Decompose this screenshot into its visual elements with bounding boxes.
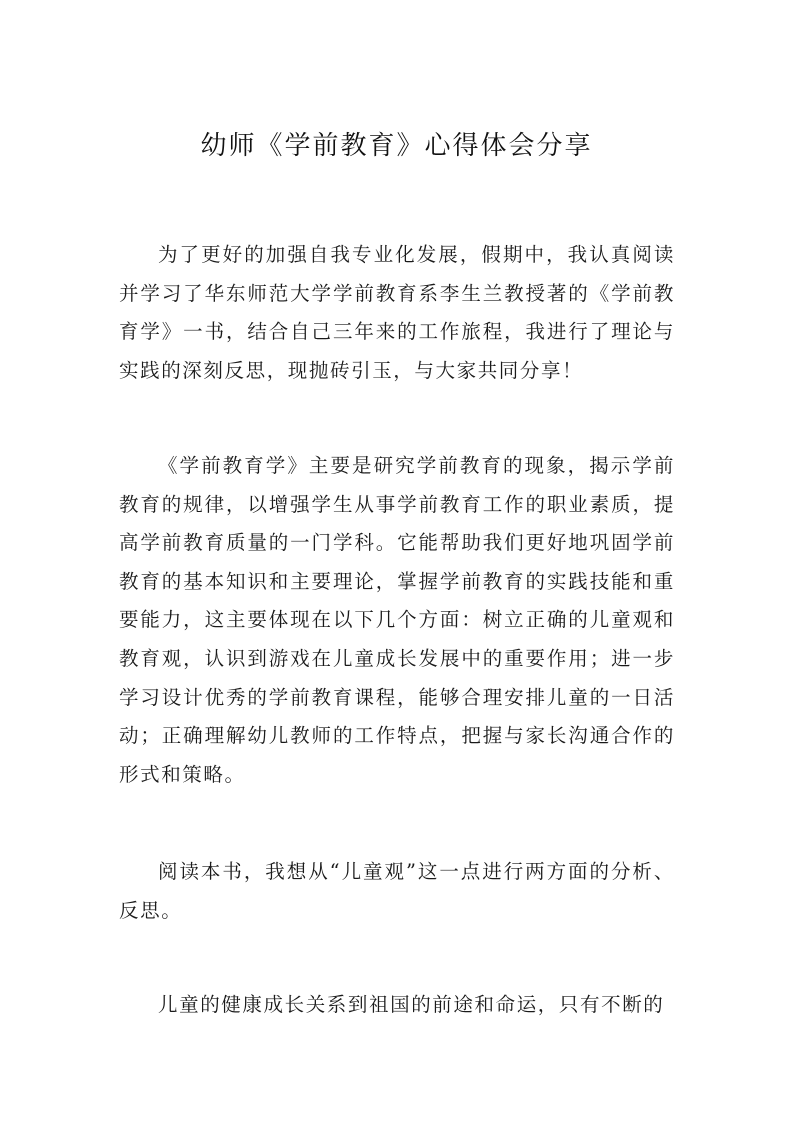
document-title: 幼师《学前教育》心得体会分享	[200, 131, 593, 161]
paragraph-3: 阅读本书，我想从“儿童观”这一点进行两方面的分析、反思。	[119, 860, 675, 922]
paragraph-1: 为了更好的加强自我专业化发展，假期中，我认真阅读并学习了华东师范大学学前教育系李生兰教授著的《学前教育学》一书，结合自己三年来的工作旅程，我进行了理论与实践的深刻反思，现抛砖引玉，与大家共同分享！	[119, 243, 675, 382]
paragraph-2: 《学前教育学》主要是研究学前教育的现象，揭示学前教育的规律，以增强学生从事学前教育工作的职业素质，提高学前教育质量的一门学科。它能帮助我们更好地巩固学前教育的基本知识和主要理论，掌握学前教育的实践技能和重要能力，这主要体现在以下几个方面：树立正确的儿童观和教育观，认识到游戏在儿童成长发展中的重要作用；进一步学习设计优秀的学前教育课程，能够合理安排儿童的一日活动；正确理解幼儿教师的工作特点，把握与家长沟通合作的形式和策略。	[119, 454, 675, 786]
paragraph-4: 儿童的健康成长关系到祖国的前途和命运，只有不断的	[158, 993, 665, 1016]
